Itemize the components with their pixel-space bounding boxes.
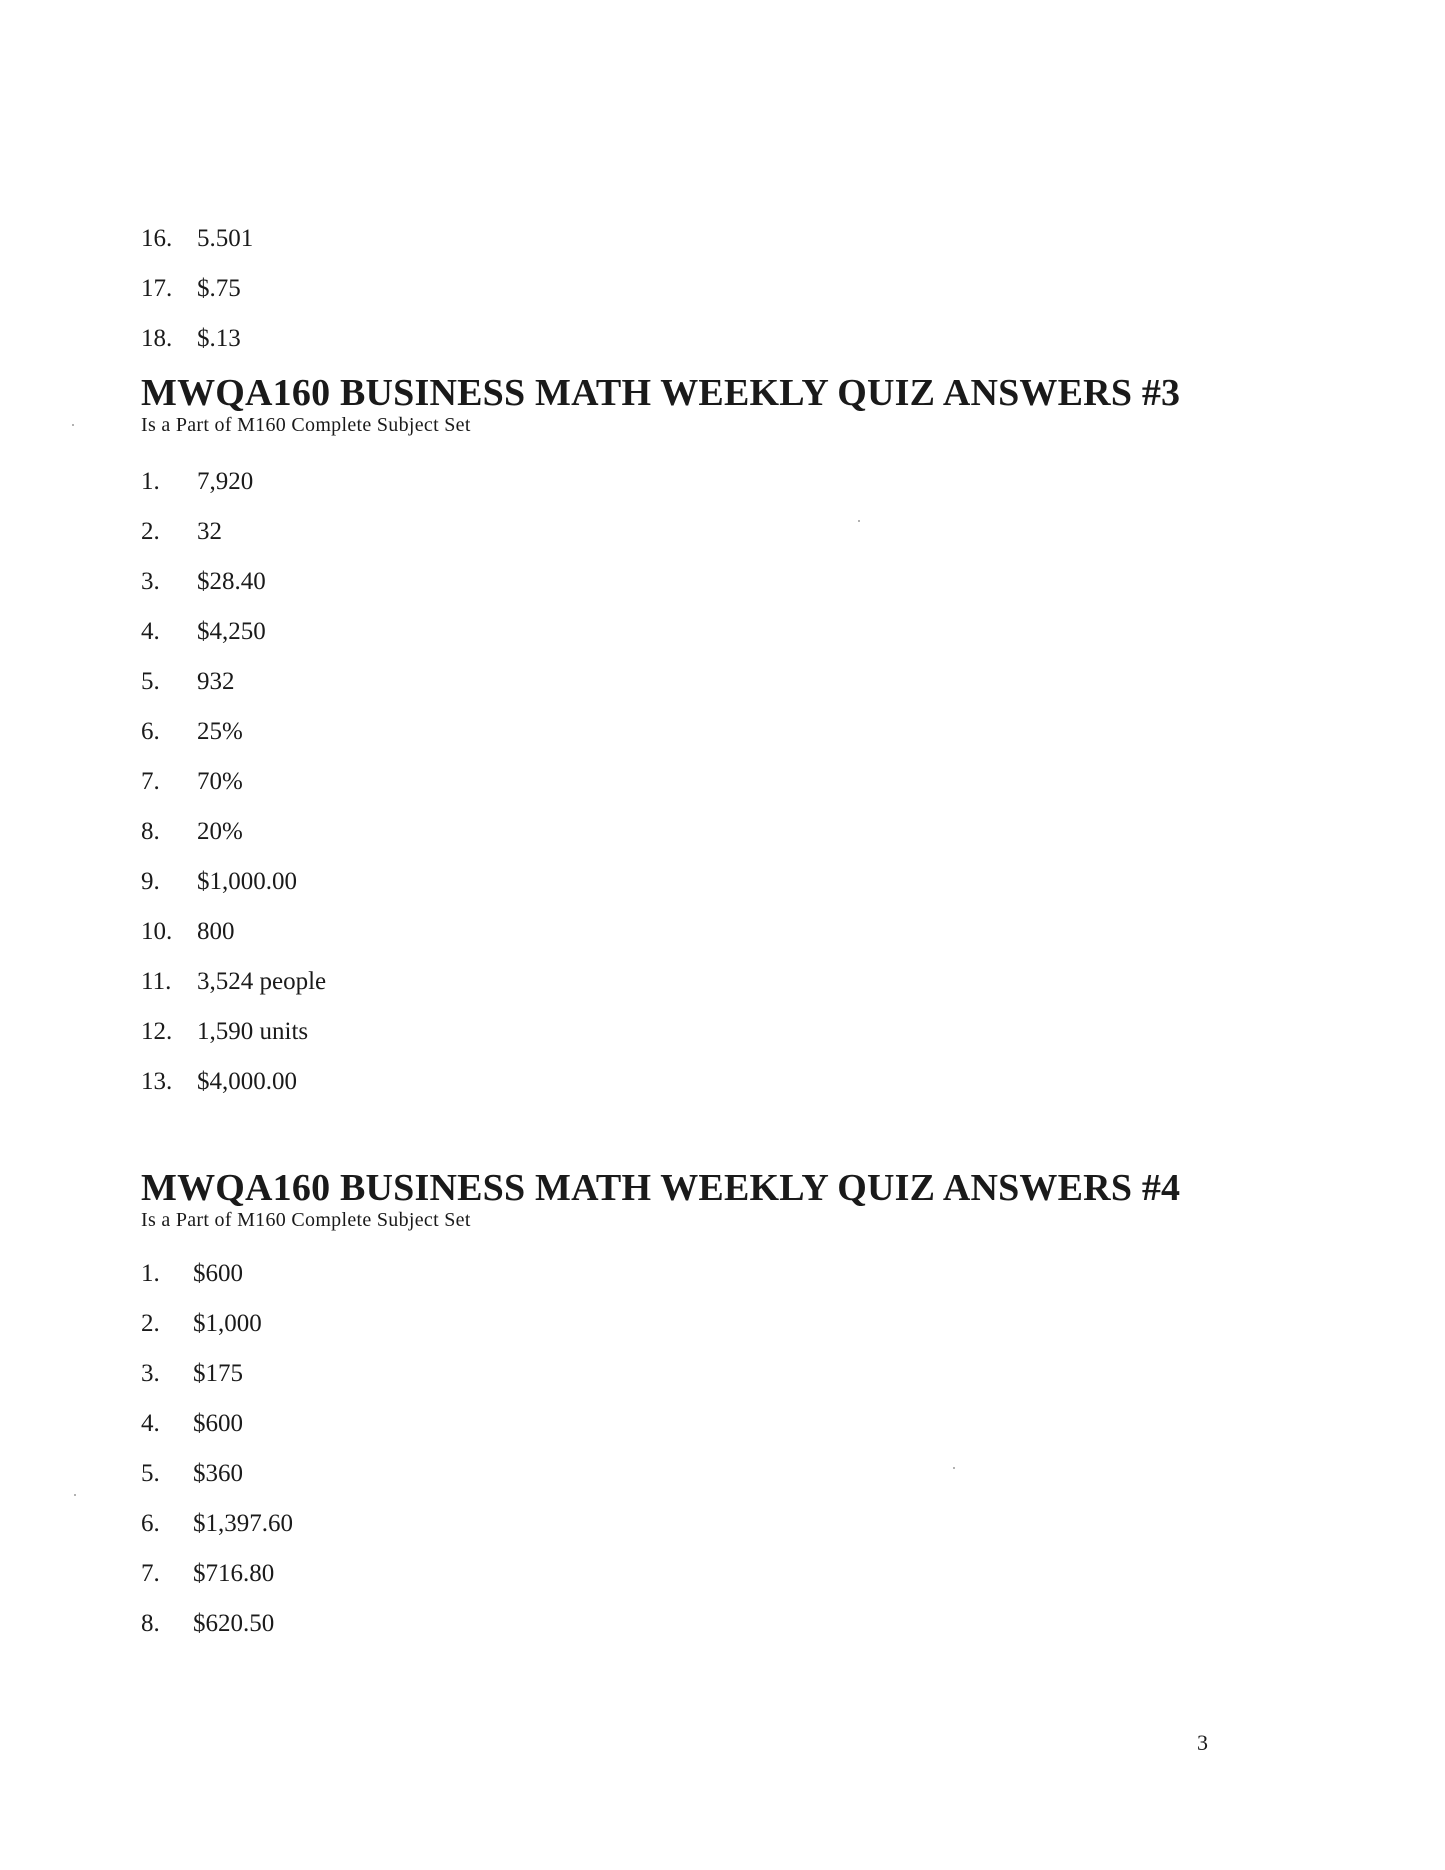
item-number: 9.	[141, 868, 160, 895]
item-number: 8.	[141, 818, 160, 845]
item-answer: $175	[193, 1360, 243, 1387]
item-answer: $1,000	[193, 1310, 262, 1337]
list-item	[141, 967, 326, 997]
list-item	[141, 324, 241, 354]
item-number: 1.	[141, 468, 160, 495]
item-answer: $1,397.60	[193, 1510, 293, 1537]
item-number: 5.	[141, 1460, 160, 1487]
list-item	[141, 567, 266, 597]
list-item	[141, 1359, 243, 1389]
page-number: 3	[1197, 1730, 1208, 1755]
item-number: 16.	[141, 225, 173, 252]
list-item	[141, 1509, 293, 1539]
list-item	[141, 1459, 243, 1489]
list-item	[141, 1559, 274, 1589]
list-item	[141, 617, 266, 647]
list-item	[141, 274, 241, 304]
item-answer: $28.40	[197, 568, 266, 595]
scan-speck	[953, 1467, 955, 1469]
list-item	[141, 867, 297, 897]
item-answer: 800	[197, 918, 235, 945]
item-answer: $.13	[197, 325, 241, 352]
item-answer: 3,524 people	[197, 968, 327, 995]
item-number: 13.	[141, 1068, 173, 1095]
section-heading-quiz3: MWQA160 BUSINESS MATH WEEKLY QUIZ ANSWERS #3	[141, 372, 1181, 414]
list-item	[141, 667, 235, 697]
item-number: 8.	[141, 1610, 160, 1637]
list-item	[141, 517, 222, 547]
item-answer: 25%	[197, 718, 243, 745]
list-item	[141, 1409, 243, 1439]
item-answer: 932	[197, 668, 235, 695]
list-item	[141, 717, 243, 747]
item-answer: $.75	[197, 275, 241, 302]
section-heading-quiz4: MWQA160 BUSINESS MATH WEEKLY QUIZ ANSWERS #4	[141, 1167, 1181, 1209]
section-subtitle-quiz4: Is a Part of M160 Complete Subject Set	[141, 1209, 471, 1231]
item-answer: $4,250	[197, 618, 266, 645]
item-number: 12.	[141, 1018, 173, 1045]
item-answer: 70%	[197, 768, 243, 795]
item-answer: 7,920	[197, 468, 254, 495]
list-item	[141, 1309, 262, 1339]
list-item	[141, 767, 243, 797]
item-number: 2.	[141, 1310, 160, 1337]
list-item	[141, 1017, 308, 1047]
item-number: 1.	[141, 1260, 160, 1287]
item-answer: $600	[193, 1260, 243, 1287]
list-item	[141, 224, 253, 254]
item-number: 6.	[141, 1510, 160, 1537]
item-number: 6.	[141, 718, 160, 745]
list-item	[141, 1259, 243, 1289]
list-item	[141, 817, 243, 847]
item-number: 5.	[141, 668, 160, 695]
item-number: 18.	[141, 325, 173, 352]
item-answer: $600	[193, 1410, 243, 1437]
item-answer: $716.80	[193, 1560, 275, 1587]
scan-speck	[858, 520, 860, 522]
scan-speck	[74, 1494, 76, 1496]
item-answer: $360	[193, 1460, 243, 1487]
item-number: 7.	[141, 768, 160, 795]
item-number: 3.	[141, 1360, 160, 1387]
item-number: 10.	[141, 918, 173, 945]
list-item	[141, 467, 253, 497]
list-item	[141, 1609, 274, 1639]
item-answer: $1,000.00	[197, 868, 297, 895]
item-number: 4.	[141, 1410, 160, 1437]
section-subtitle-quiz3: Is a Part of M160 Complete Subject Set	[141, 414, 471, 436]
item-number: 4.	[141, 618, 160, 645]
scan-speck	[72, 424, 74, 426]
item-answer: 5.501	[197, 225, 254, 252]
item-answer: 20%	[197, 818, 243, 845]
item-number: 7.	[141, 1560, 160, 1587]
item-answer: 1,590 units	[197, 1018, 309, 1045]
item-number: 2.	[141, 518, 160, 545]
list-item	[141, 917, 235, 947]
item-answer: $620.50	[193, 1610, 275, 1637]
item-answer: 32	[197, 518, 222, 545]
list-item	[141, 1067, 297, 1097]
item-number: 11.	[141, 968, 172, 995]
item-answer: $4,000.00	[197, 1068, 297, 1095]
item-number: 3.	[141, 568, 160, 595]
item-number: 17.	[141, 275, 173, 302]
